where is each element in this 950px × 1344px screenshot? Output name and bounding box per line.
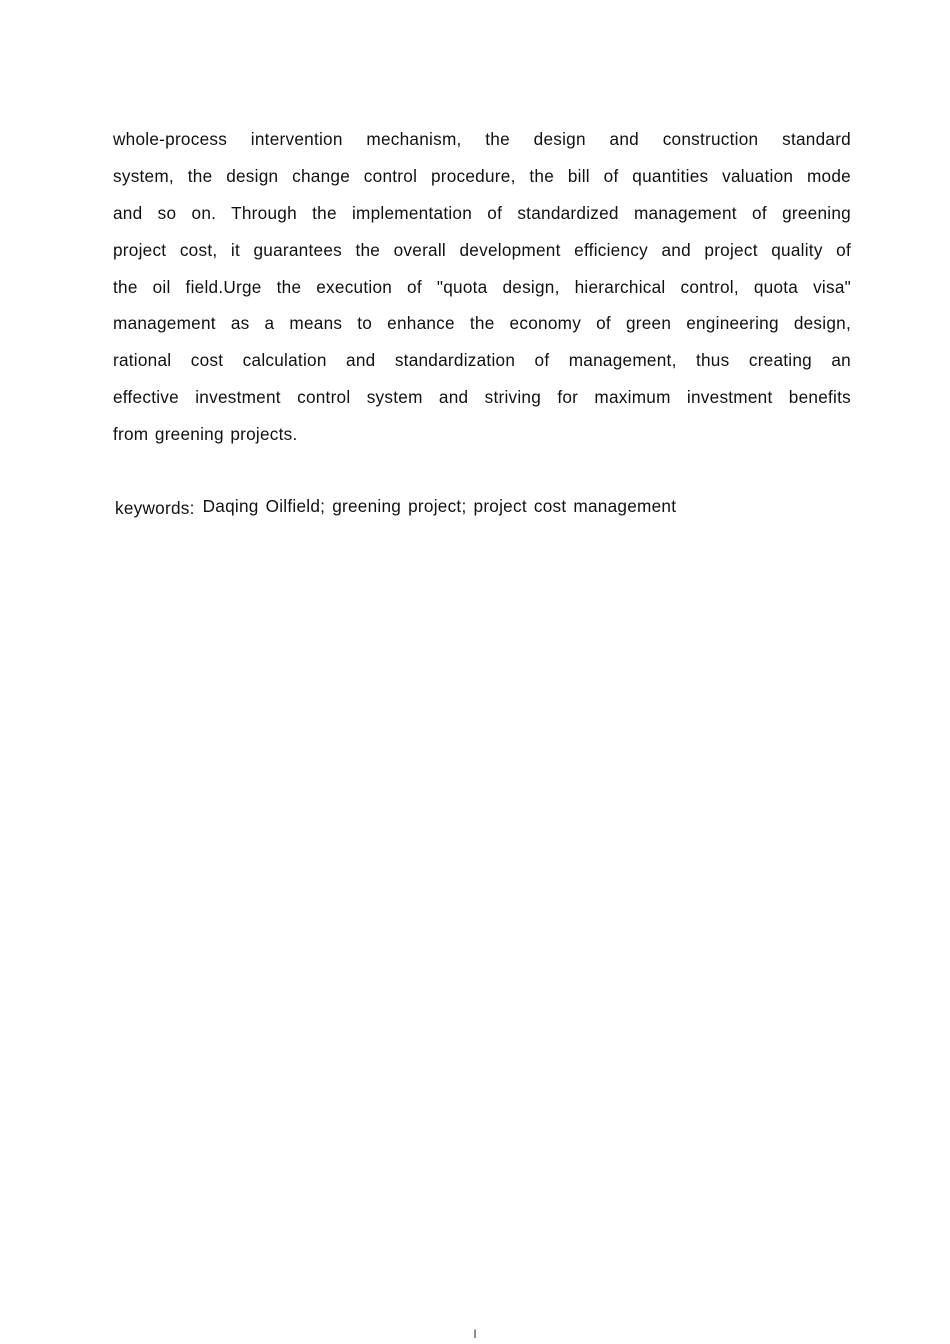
abstract-line: from greening projects. xyxy=(113,424,298,445)
abstract-line: system, the design change control procedure, the bill of quantities valuation mode xyxy=(113,165,851,186)
abstract-line: whole-process intervention mechanism, the design and construction standard xyxy=(113,129,851,149)
keywords-line xyxy=(115,493,851,519)
abstract-line: effective investment control system and striving for maximum investment benefits xyxy=(113,387,851,408)
abstract-line: the oil field.Urge the execution of "quota design, hierarchical control, quota visa" xyxy=(113,276,851,297)
abstract-line: project cost, it guarantees the overall development efficiency and project quality of xyxy=(113,239,851,260)
keywords-value: Daqing Oilfield; greening project; project cost management xyxy=(202,496,677,516)
abstract-paragraph xyxy=(113,121,851,453)
keywords-label: keywords: xyxy=(115,498,195,518)
abstract-line: and so on. Through the implementation of standardized management of greening xyxy=(113,202,851,223)
page-number: I xyxy=(473,1327,477,1341)
abstract-line: management as a means to enhance the economy of green engineering design, xyxy=(113,313,851,334)
abstract-line: rational cost calculation and standardization of management, thus creating an xyxy=(113,350,851,371)
